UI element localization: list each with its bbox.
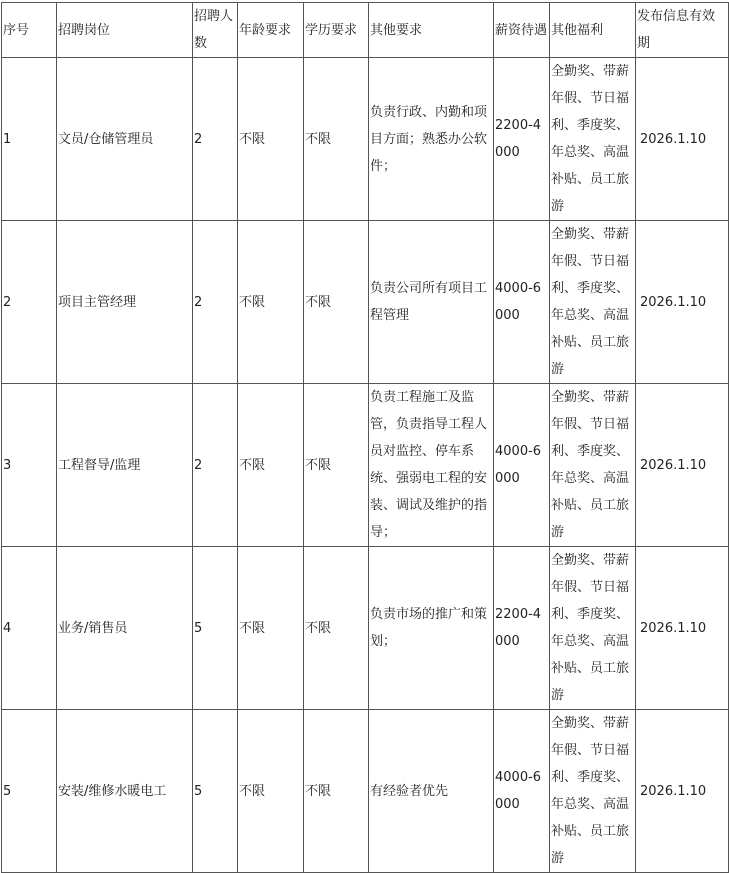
cell-valid-date: 2026.1.10 (636, 58, 729, 221)
recruitment-table (1, 2, 729, 873)
header-cell-benefits: 其他福利 (550, 3, 636, 58)
cell-age: 不限 (238, 221, 304, 384)
cell-benefits: 全勤奖、带薪年假、节日福利、季度奖、年总奖、高温补贴、员工旅游 (550, 710, 636, 873)
cell-benefits: 全勤奖、带薪年假、节日福利、季度奖、年总奖、高温补贴、员工旅游 (550, 384, 636, 547)
header-cell-requirements: 其他要求 (369, 3, 494, 58)
cell-age: 不限 (238, 710, 304, 873)
header-cell-count: 招聘人数 (193, 3, 238, 58)
header-cell-salary: 薪资待遇 (494, 3, 550, 58)
cell-no: 1 (2, 58, 57, 221)
cell-benefits: 全勤奖、带薪年假、节日福利、季度奖、年总奖、高温补贴、员工旅游 (550, 221, 636, 384)
cell-requirements: 负责公司所有项目工程管理 (369, 221, 494, 384)
cell-benefits: 全勤奖、带薪年假、节日福利、季度奖、年总奖、高温补贴、员工旅游 (550, 58, 636, 221)
table-row (2, 384, 729, 547)
cell-position: 安装/维修水暖电工 (57, 710, 193, 873)
header-cell-no: 序号 (2, 3, 57, 58)
cell-no: 2 (2, 221, 57, 384)
table-row (2, 710, 729, 873)
cell-count: 5 (193, 547, 238, 710)
header-cell-position: 招聘岗位 (57, 3, 193, 58)
cell-education: 不限 (304, 710, 369, 873)
cell-count: 2 (193, 221, 238, 384)
cell-count: 2 (193, 384, 238, 547)
cell-position: 工程督导/监理 (57, 384, 193, 547)
cell-valid-date: 2026.1.10 (636, 547, 729, 710)
cell-salary: 4000-6000 (494, 221, 550, 384)
cell-benefits: 全勤奖、带薪年假、节日福利、季度奖、年总奖、高温补贴、员工旅游 (550, 547, 636, 710)
cell-age: 不限 (238, 58, 304, 221)
cell-age: 不限 (238, 547, 304, 710)
cell-education: 不限 (304, 221, 369, 384)
cell-count: 5 (193, 710, 238, 873)
cell-education: 不限 (304, 58, 369, 221)
cell-position: 业务/销售员 (57, 547, 193, 710)
header-row (2, 3, 729, 58)
header-cell-valid-date: 发布信息有效期 (636, 3, 729, 58)
cell-education: 不限 (304, 384, 369, 547)
cell-salary: 2200-4000 (494, 58, 550, 221)
cell-education: 不限 (304, 547, 369, 710)
cell-valid-date: 2026.1.10 (636, 384, 729, 547)
header-cell-age: 年龄要求 (238, 3, 304, 58)
cell-salary: 4000-6000 (494, 710, 550, 873)
cell-requirements: 有经验者优先 (369, 710, 494, 873)
cell-salary: 2200-4000 (494, 547, 550, 710)
cell-position: 文员/仓储管理员 (57, 58, 193, 221)
table-row (2, 547, 729, 710)
cell-requirements: 负责行政、内勤和项目方面；熟悉办公软件； (369, 58, 494, 221)
cell-no: 3 (2, 384, 57, 547)
cell-requirements: 负责市场的推广和策划； (369, 547, 494, 710)
cell-requirements: 负责工程施工及监管，负责指导工程人员对监控、停车系统、强弱电工程的安装、调试及维护的指导； (369, 384, 494, 547)
cell-age: 不限 (238, 384, 304, 547)
table-row (2, 58, 729, 221)
cell-count: 2 (193, 58, 238, 221)
header-cell-education: 学历要求 (304, 3, 369, 58)
cell-salary: 4000-6000 (494, 384, 550, 547)
cell-no: 4 (2, 547, 57, 710)
cell-no: 5 (2, 710, 57, 873)
table-row (2, 221, 729, 384)
cell-position: 项目主管经理 (57, 221, 193, 384)
cell-valid-date: 2026.1.10 (636, 710, 729, 873)
cell-valid-date: 2026.1.10 (636, 221, 729, 384)
